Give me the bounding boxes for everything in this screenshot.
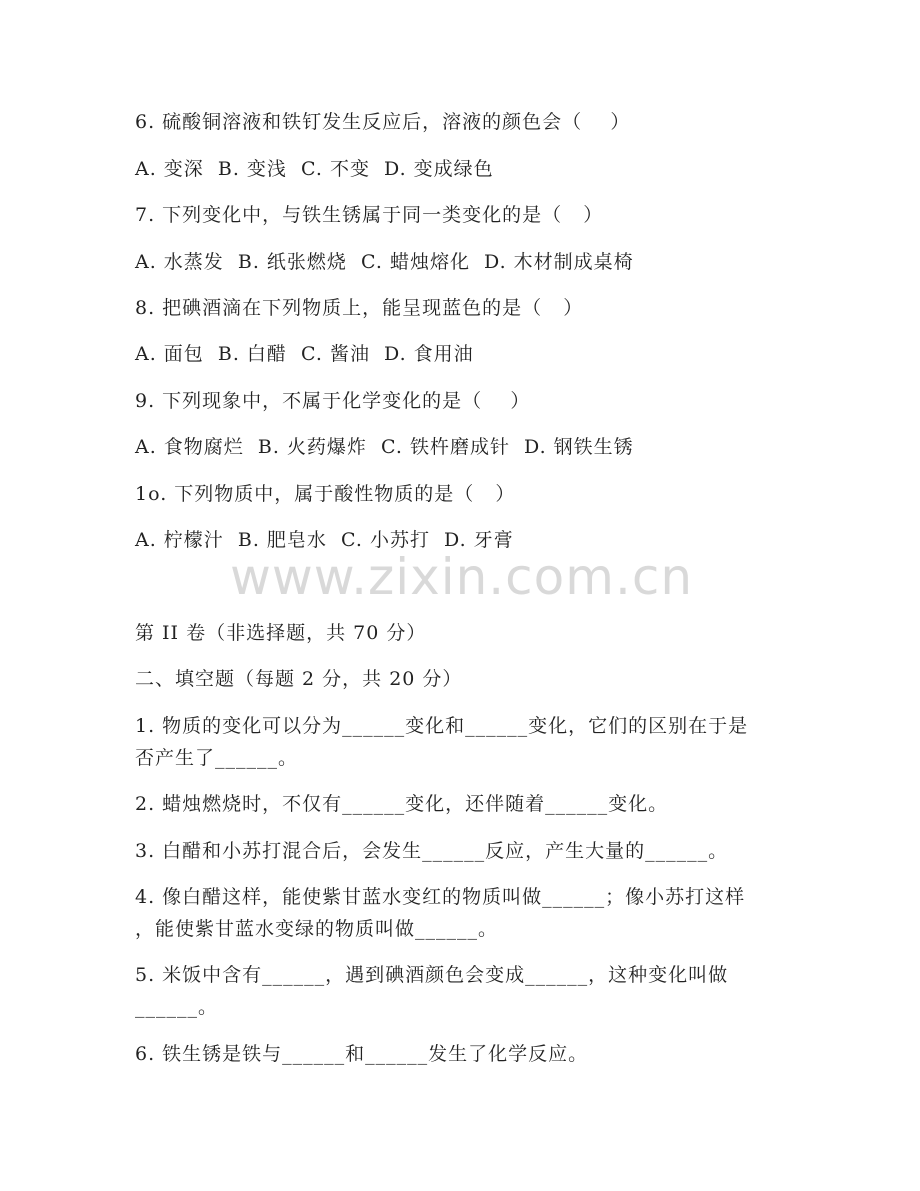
question-7-options: A. 水蒸发 B. 纸张燃烧 C. 蜡烛熔化 D. 木材制成桌椅 [135,251,634,273]
fill-item-4-line-2: ，能使紫甘蓝水变绿的物质叫做______。 [135,918,499,940]
section-heading: 第 II 卷（非选择题，共 70 分） [135,622,427,644]
question-6-stem: 6. 硫酸铜溶液和铁钉发生反应后，溶液的颜色会（ ） [135,111,631,133]
fill-item-4-line-1: 4. 像白醋这样，能使紫甘蓝水变红的物质叫做______；像小苏打这样 [135,886,746,908]
question-7-stem: 7. 下列变化中，与铁生锈属于同一类变化的是（ ） [135,204,604,226]
fill-item-5-line-1: 5. 米饭中含有______，遇到碘酒颜色会变成______，这种变化叫做 [135,964,729,986]
fill-item-1-line-2: 否产生了______。 [135,747,299,769]
question-8-stem: 8. 把碘酒滴在下列物质上，能呈现蓝色的是（ ） [135,297,584,319]
fill-item-6: 6. 铁生锈是铁与______和______发生了化学反应。 [135,1043,589,1065]
fill-item-5-line-2: ______。 [135,996,219,1018]
fill-item-1-line-1: 1. 物质的变化可以分为______变化和______变化，它们的区别在于是 [135,715,749,737]
question-6-options: A. 变深 B. 变浅 C. 不变 D. 变成绿色 [135,158,494,180]
question-9-options: A. 食物腐烂 B. 火药爆炸 C. 铁杵磨成针 D. 钢铁生锈 [135,436,634,458]
fill-item-3: 3. 白醋和小苏打混合后，会发生______反应，产生大量的______。 [135,840,729,862]
question-8-options: A. 面包 B. 白醋 C. 酱油 D. 食用油 [135,343,474,365]
question-9-stem: 9. 下列现象中，不属于化学变化的是（ ） [135,390,531,412]
watermark: www.zixin.com.cn [230,548,694,606]
section-subheading: 二、填空题（每题 2 分，共 20 分） [135,668,463,690]
question-10-stem: 1o. 下列物质中，属于酸性物质的是（ ） [135,483,516,505]
fill-item-2: 2. 蜡烛燃烧时，不仅有______变化，还伴随着______变化。 [135,793,669,815]
question-10-options: A. 柠檬汁 B. 肥皂水 C. 小苏打 D. 牙膏 [135,529,514,551]
